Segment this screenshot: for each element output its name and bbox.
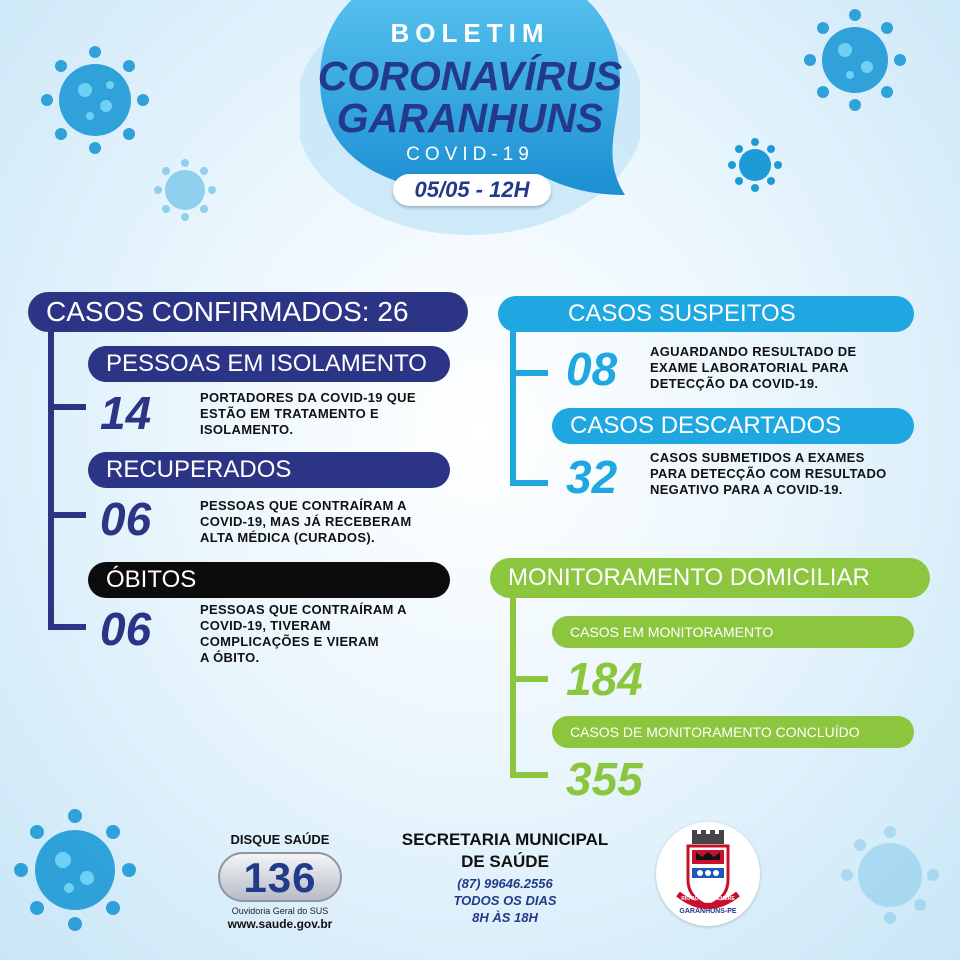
virus-icon <box>5 800 145 940</box>
connector-tick <box>48 512 86 518</box>
ouvidoria-text: Ouvidoria Geral do SUS <box>231 906 329 916</box>
date-badge: 05/05 - 12H <box>393 174 551 206</box>
connector-tick <box>510 772 548 778</box>
virus-icon <box>150 155 220 225</box>
deaths-label: ÓBITOS <box>88 562 450 598</box>
connector-tick <box>510 480 548 486</box>
virus-icon <box>795 5 915 115</box>
title-garanhuns: GARANHUNS <box>336 95 604 141</box>
discarded-description: CASOS SUBMETIDOS A EXAMES PARA DETECÇÃO COM RESULTADO NEGATIVO PARA A COVID-19. <box>650 450 887 497</box>
connector-tick <box>48 404 86 410</box>
isolation-count: 14 <box>100 387 152 439</box>
subtitle-covid: COVID-19 <box>406 144 534 165</box>
confirmed-title: CASOS CONFIRMADOS: 26 <box>28 292 468 332</box>
deaths-description: PESSOAS QUE CONTRAÍRAM A COVID-19, TIVERAM COMPLICAÇÕES E VIERAM A ÓBITO. <box>200 602 407 665</box>
virus-icon <box>830 820 950 930</box>
recovered-description: PESSOAS QUE CONTRAÍRAM A COVID-19, MAS JÁ RECEBERAM ALTA MÉDICA (CURADOS). <box>200 498 412 545</box>
monitoring-title: MONITORAMENTO DOMICILIAR <box>490 558 930 598</box>
monitoring-active-count: 184 <box>566 653 643 705</box>
secretaria-title-line2: DE SAÚDE <box>461 852 549 871</box>
deaths-count: 06 <box>100 603 152 655</box>
disque-saude-number: 136 <box>218 852 342 902</box>
confirmed-connector <box>48 326 54 630</box>
isolation-label: PESSOAS EM ISOLAMENTO <box>88 346 450 382</box>
discarded-count: 32 <box>566 451 618 503</box>
suspects-title: CASOS SUSPEITOS <box>498 296 914 332</box>
connector-tick <box>48 624 86 630</box>
virus-icon <box>725 135 785 195</box>
recovered-label: RECUPERADOS <box>88 452 450 488</box>
website-link[interactable]: www.saude.gov.br <box>227 917 333 931</box>
recovered-count: 06 <box>100 493 152 545</box>
monitoring-concluded-label: CASOS DE MONITORAMENTO CONCLUÍDO <box>552 716 914 748</box>
connector-tick <box>510 370 548 376</box>
title-coronavirus: CORONAVÍRUS <box>317 53 623 99</box>
secretaria-phone: (87) 99646.2556 <box>457 876 553 891</box>
emblem-label: GARANHUNS-PE <box>679 908 737 915</box>
secretaria-hours: 8H ÀS 18H <box>472 910 538 925</box>
secretaria-days: TODOS OS DIAS <box>453 893 557 908</box>
emblem-motto: RIO AUTORA TEMERE <box>681 896 735 902</box>
isolation-description: PORTADORES DA COVID-19 QUE ESTÃO EM TRATAMENTO E ISOLAMENTO. <box>200 390 416 437</box>
monitoring-active-label: CASOS EM MONITORAMENTO <box>552 616 914 648</box>
secretaria-title-line1: SECRETARIA MUNICIPAL <box>401 830 609 849</box>
suspects-description: AGUARDANDO RESULTADO DE EXAME LABORATORIAL PARA DETECÇÃO DA COVID-19. <box>650 344 857 391</box>
monitoring-concluded-count: 355 <box>566 753 643 805</box>
suspects-connector <box>510 326 516 486</box>
virus-icon <box>30 40 160 160</box>
bulletin-label: BOLETIM <box>390 18 550 48</box>
disque-saude-label: DISQUE SAÚDE <box>230 832 330 847</box>
suspects-count: 08 <box>566 343 618 395</box>
discarded-title: CASOS DESCARTADOS <box>552 408 914 444</box>
connector-tick <box>510 676 548 682</box>
monitoring-connector <box>510 592 516 778</box>
